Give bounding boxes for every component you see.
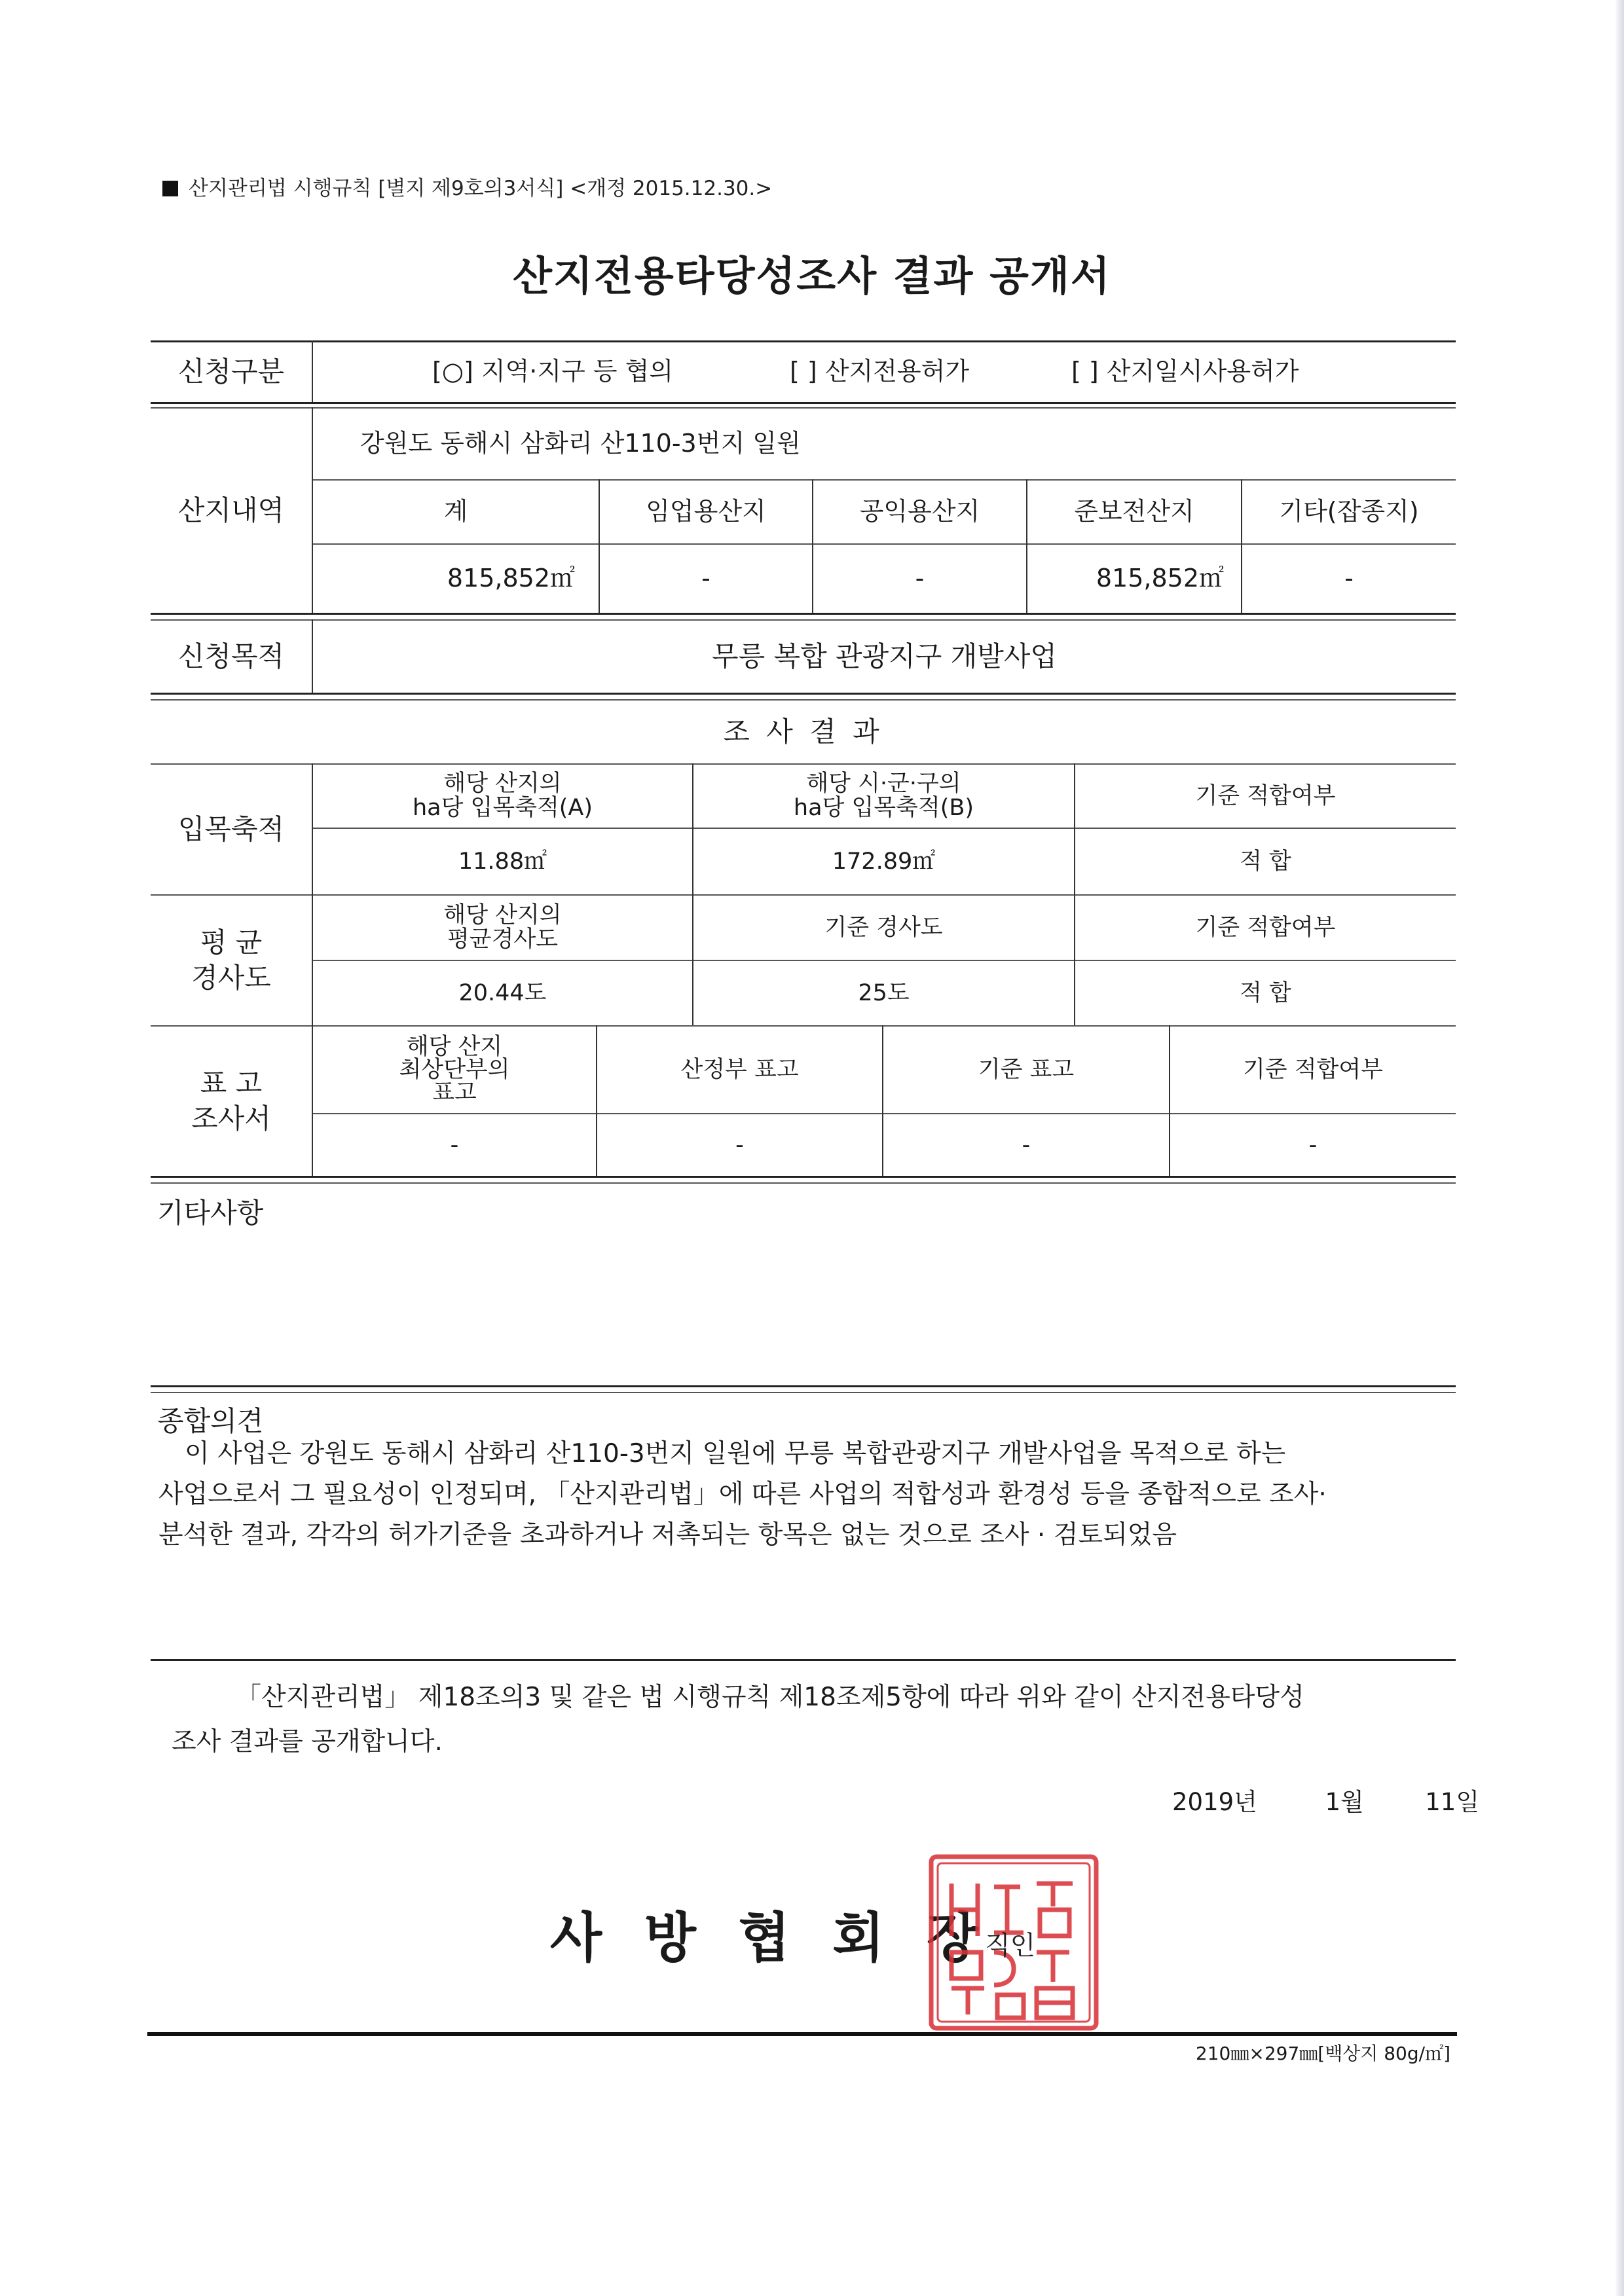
purpose-value: 무릉 복합 관광지구 개발사업 [712,640,1057,672]
opinion-label: 종합의견 [157,1405,264,1437]
val-other: - [1344,564,1354,593]
elevation-header-standard: 기준 표고 [978,1056,1075,1083]
option-regional-consultation[interactable]: [○] 지역·지구 등 협의 [432,357,674,386]
official-seal-icon [922,1848,1105,2037]
option-conversion-permit[interactable]: [ ] 산지전용허가 [790,357,970,386]
stock-header-district [693,765,1074,828]
col-total: 계 [443,497,468,526]
stock-header-district-line1: 해당 시·군·구의 [806,771,961,797]
stock-value-compliance: 적 합 [1240,848,1291,875]
land-address: 강원도 동해시 삼화리 산110-3번지 일원 [360,429,801,458]
elevation-label [151,1027,312,1176]
elevation-label-line2: 조사서 [191,1102,271,1135]
elevation-value-standard: - [1022,1131,1031,1158]
signer-title: 사 방 협 회 장 [550,1907,991,1969]
form-reference-text: 산지관리법 시행규칙 [별지 제9호의3서식] <개정 2015.12.30.> [189,177,773,200]
elevation-value-top: - [450,1131,459,1158]
elevation-header-top-line1: 해당 산지 [406,1033,503,1060]
document-title: 산지전용타당성조사 결과 공개서 [513,252,1111,300]
slope-header-compliance: 기준 적합여부 [1195,914,1336,941]
col-forestry: 임업용산지 [646,497,766,526]
seal-label: 직인 [985,1931,1036,1961]
stock-header-compliance: 기준 적합여부 [1195,782,1336,809]
stock-value-site: 11.88㎡ [458,848,547,875]
stock-header-site [313,765,692,828]
application-type-label: 신청구분 [177,355,285,388]
col-public-interest: 공익용산지 [859,497,980,526]
col-semi-preserved: 준보전산지 [1074,497,1194,526]
stock-volume-label: 입목축적 [177,812,285,845]
slope-header-standard: 기준 경사도 [824,914,943,941]
slope-header-site-line2: 평균경사도 [447,926,559,953]
val-forestry: - [701,564,710,593]
legal-statement-line-2: 조사 결과를 공개합니다. [172,1727,443,1757]
val-public-interest: - [915,564,925,593]
elevation-label-line1: 표 고 [200,1066,263,1099]
date-month: 1월 [1325,1788,1364,1816]
elevation-header-compliance: 기준 적합여부 [1243,1056,1383,1083]
opinion-line-3: 분석한 결과, 각각의 허가기준을 초과하거나 저촉되는 항목은 없는 것으로 조사 · 검토되었음 [158,1520,1177,1550]
elevation-header-top-line2: 최상단부의 [399,1056,510,1083]
elevation-header-summit: 산정부 표고 [680,1056,799,1083]
form-reference [162,172,772,201]
date-day: 11일 [1425,1788,1480,1816]
opinion-line-2: 사업으로서 그 필요성이 인정되며, 「산지관리법」에 따른 사업의 적합성과 환경성 등을 종합적으로 조사· [158,1480,1327,1509]
slope-header-site [313,896,692,960]
elevation-value-summit: - [735,1131,744,1158]
col-other: 기타(잡종지) [1279,497,1419,526]
val-semi-preserved: 815,852㎡ [1096,564,1224,593]
slope-label-line1: 평 균 [200,926,263,958]
stock-header-site-line1: 해당 산지의 [443,771,562,797]
purpose-label: 신청목적 [177,640,285,672]
stock-header-site-line2: ha당 입목축적(A) [412,795,593,821]
issue-date [1172,1782,1479,1817]
legal-statement-line-1: 「산지관리법」 제18조의3 및 같은 법 시행규칙 제18조제5항에 따라 위와 같이 산지전용타당성 [236,1683,1304,1712]
slope-value-site: 20.44도 [458,979,547,1006]
square-bullet-icon [162,181,178,196]
remarks-label: 기타사항 [157,1197,264,1229]
elevation-header-top-line3: 표고 [432,1079,477,1106]
paper-size-note: 210㎜×297㎜[백상지 80g/㎡] [1195,2043,1450,2064]
stock-header-district-line2: ha당 입목축적(B) [793,795,974,821]
option-temporary-use-permit[interactable]: [ ] 산지일시사용허가 [1071,357,1299,386]
elevation-value-compliance: - [1308,1131,1318,1158]
val-total: 815,852㎡ [447,564,575,593]
slope-value-standard: 25도 [858,979,910,1006]
slope-label-line2: 경사도 [191,962,271,994]
land-details-label: 산지내역 [177,494,285,526]
page-edge [1615,0,1624,2296]
date-year: 2019년 [1172,1788,1257,1816]
bottom-rule [147,2032,1457,2036]
elevation-header-top [313,1027,596,1113]
stock-value-district: 172.89㎡ [832,848,936,875]
slope-value-compliance: 적 합 [1240,979,1291,1006]
slope-label [151,896,312,1025]
opinion-line-1: 이 사업은 강원도 동해시 삼화리 산110-3번지 일원에 무릉 복합관광지구 개발사업을 목적으로 하는 [185,1439,1286,1468]
slope-header-site-line1: 해당 산지의 [443,902,562,929]
survey-results-heading: 조 사 결 과 [723,715,883,748]
